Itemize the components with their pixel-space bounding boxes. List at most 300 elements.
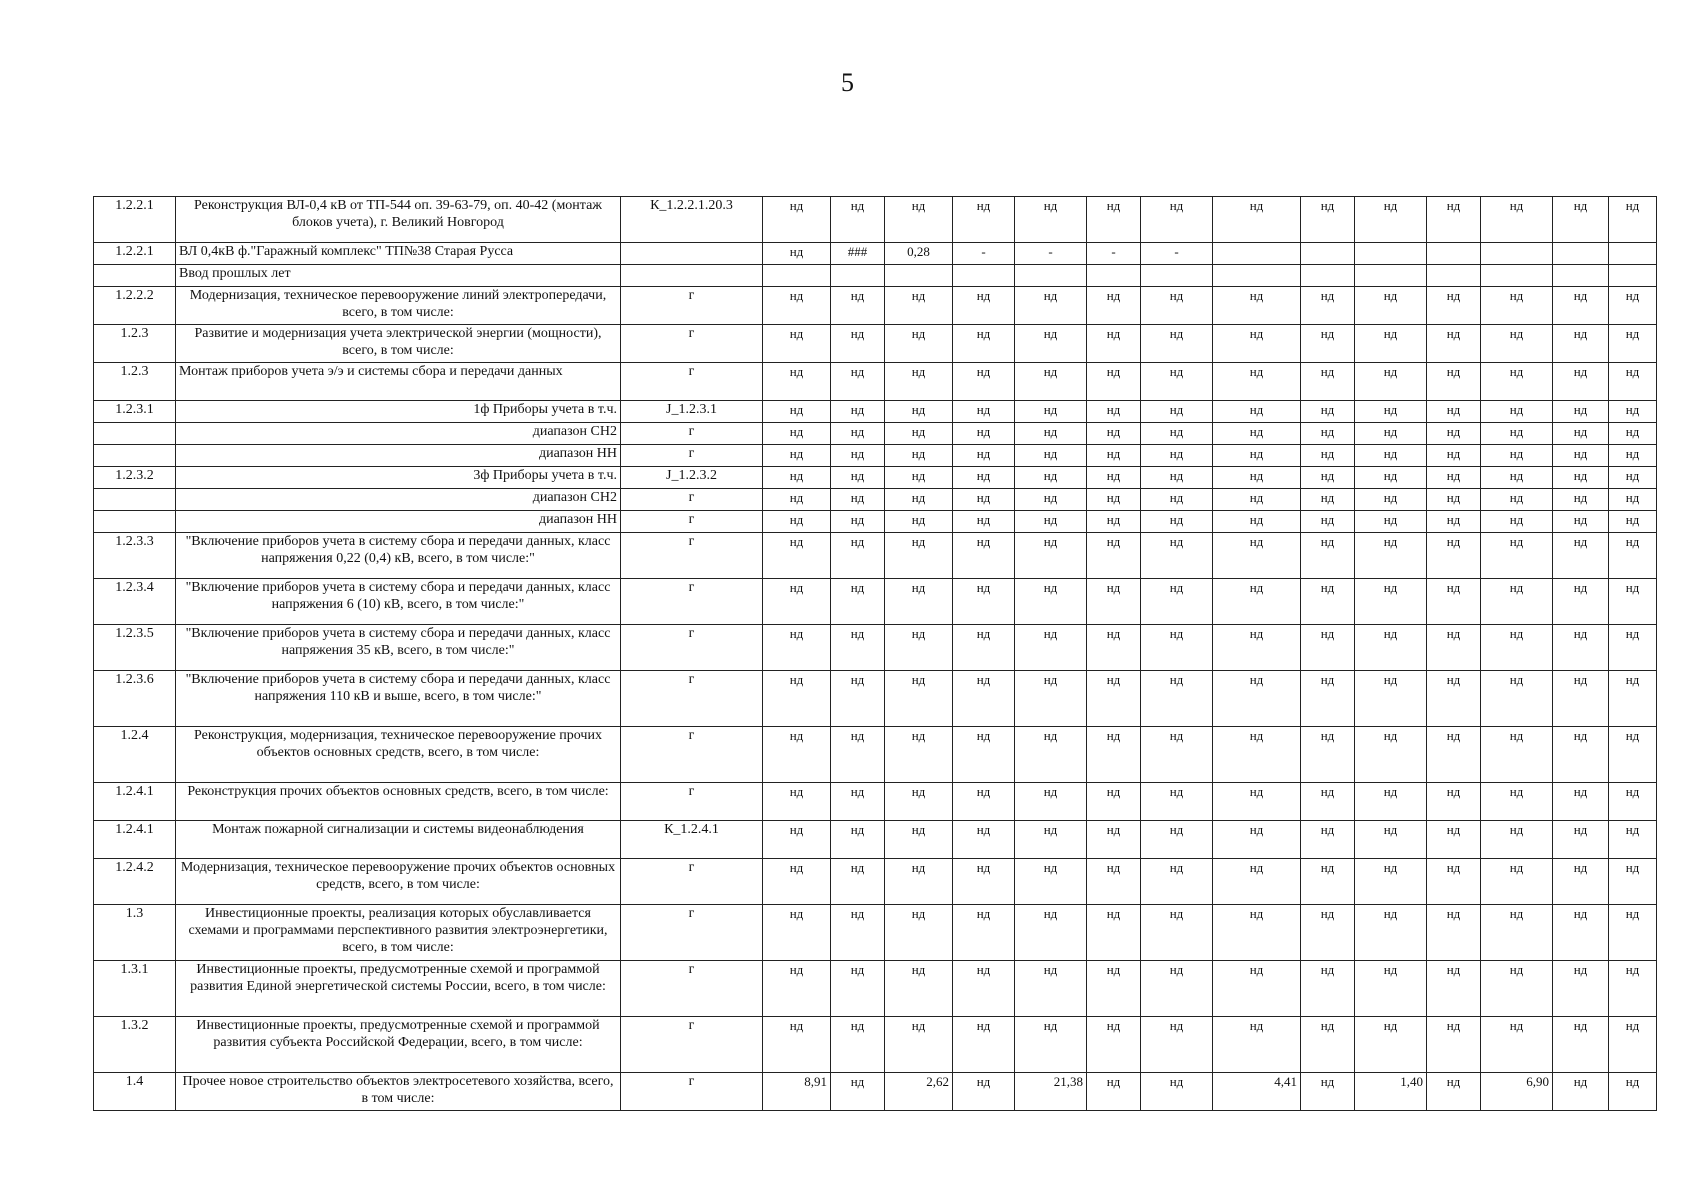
row-number: 1.2.3.1 xyxy=(94,401,176,423)
value-cell xyxy=(763,265,831,287)
row-code: г xyxy=(621,489,763,511)
value-cell: нд xyxy=(763,859,831,905)
value-cell: нд xyxy=(1301,467,1355,489)
value-cell: нд xyxy=(885,445,953,467)
value-cell: нд xyxy=(1609,859,1657,905)
value-cell: нд xyxy=(1355,445,1427,467)
row-name: Развитие и модернизация учета электрической энергии (мощности), всего, в том числе: xyxy=(176,325,621,363)
value-cell: нд xyxy=(1355,423,1427,445)
value-cell: нд xyxy=(953,325,1015,363)
value-cell: нд xyxy=(1087,961,1141,1017)
value-cell: нд xyxy=(1087,905,1141,961)
value-cell: нд xyxy=(763,961,831,1017)
value-cell: нд xyxy=(831,579,885,625)
value-cell: нд xyxy=(1481,625,1553,671)
row-code: J_1.2.3.2 xyxy=(621,467,763,489)
value-cell: нд xyxy=(763,671,831,727)
value-cell: нд xyxy=(1213,579,1301,625)
value-cell: нд xyxy=(1141,727,1213,783)
row-number: 1.2.2.2 xyxy=(94,287,176,325)
value-cell: - xyxy=(953,243,1015,265)
value-cell: нд xyxy=(1301,961,1355,1017)
value-cell: нд xyxy=(1213,783,1301,821)
value-cell: нд xyxy=(1015,467,1087,489)
value-cell: нд xyxy=(1553,783,1609,821)
value-cell: нд xyxy=(763,445,831,467)
row-number: 1.3 xyxy=(94,905,176,961)
value-cell: нд xyxy=(1481,325,1553,363)
value-cell: нд xyxy=(1213,325,1301,363)
value-cell: нд xyxy=(953,1017,1015,1073)
table-row xyxy=(94,197,1657,243)
value-cell: нд xyxy=(1015,579,1087,625)
row-code: К_1.2.4.1 xyxy=(621,821,763,859)
row-name: ВЛ 0,4кВ ф."Гаражный комплекс" ТП№38 Старая Русса xyxy=(176,243,621,265)
value-cell xyxy=(1015,265,1087,287)
value-cell: нд xyxy=(1087,445,1141,467)
value-cell: нд xyxy=(885,363,953,401)
value-cell: нд xyxy=(1087,625,1141,671)
value-cell: нд xyxy=(1481,859,1553,905)
row-number: 1.2.4.1 xyxy=(94,783,176,821)
value-cell: нд xyxy=(1301,197,1355,243)
value-cell: нд xyxy=(1355,905,1427,961)
value-cell: нд xyxy=(1015,287,1087,325)
value-cell: нд xyxy=(1015,727,1087,783)
value-cell: нд xyxy=(1015,625,1087,671)
value-cell: нд xyxy=(1481,197,1553,243)
value-cell: нд xyxy=(1481,533,1553,579)
value-cell xyxy=(1141,265,1213,287)
value-cell: нд xyxy=(1015,511,1087,533)
value-cell: нд xyxy=(1481,467,1553,489)
value-cell: нд xyxy=(1301,325,1355,363)
table-row xyxy=(94,287,1657,325)
row-name: "Включение приборов учета в систему сбора и передачи данных, класс напряжения 6 (10) кВ, всего, в том числе:" xyxy=(176,579,621,625)
value-cell: нд xyxy=(1015,783,1087,821)
value-cell: нд xyxy=(1481,579,1553,625)
value-cell: 1,40 xyxy=(1355,1073,1427,1111)
value-cell: нд xyxy=(1553,1073,1609,1111)
value-cell: нд xyxy=(1609,423,1657,445)
row-name: Монтаж пожарной сигнализации и системы видеонаблюдения xyxy=(176,821,621,859)
row-name: "Включение приборов учета в систему сбора и передачи данных, класс напряжения 0,22 (0,4) кВ, всего, в том числе:" xyxy=(176,533,621,579)
value-cell: нд xyxy=(1301,1073,1355,1111)
value-cell: нд xyxy=(831,905,885,961)
value-cell: нд xyxy=(831,489,885,511)
value-cell: нд xyxy=(1213,197,1301,243)
value-cell: нд xyxy=(1609,1073,1657,1111)
value-cell: нд xyxy=(831,859,885,905)
value-cell: нд xyxy=(1609,445,1657,467)
value-cell: нд xyxy=(1141,859,1213,905)
value-cell xyxy=(1213,265,1301,287)
value-cell xyxy=(1355,265,1427,287)
value-cell: нд xyxy=(831,783,885,821)
value-cell: нд xyxy=(953,727,1015,783)
value-cell: нд xyxy=(1087,859,1141,905)
value-cell: нд xyxy=(885,821,953,859)
value-cell: нд xyxy=(1609,533,1657,579)
value-cell: нд xyxy=(763,821,831,859)
value-cell: нд xyxy=(953,401,1015,423)
value-cell: нд xyxy=(1481,727,1553,783)
value-cell: нд xyxy=(1355,625,1427,671)
row-number: 1.3.2 xyxy=(94,1017,176,1073)
value-cell: нд xyxy=(1015,533,1087,579)
row-code: г xyxy=(621,445,763,467)
table-row xyxy=(94,511,1657,533)
value-cell: нд xyxy=(1609,1017,1657,1073)
page-number: 5 xyxy=(841,68,854,97)
value-cell: нд xyxy=(1087,1017,1141,1073)
value-cell: нд xyxy=(953,533,1015,579)
row-code: г xyxy=(621,511,763,533)
value-cell: нд xyxy=(953,423,1015,445)
value-cell xyxy=(831,265,885,287)
value-cell: нд xyxy=(885,197,953,243)
row-code: г xyxy=(621,625,763,671)
value-cell: нд xyxy=(1015,445,1087,467)
value-cell: нд xyxy=(1553,579,1609,625)
value-cell: нд xyxy=(1427,783,1481,821)
value-cell: нд xyxy=(763,197,831,243)
value-cell: нд xyxy=(953,821,1015,859)
table-row xyxy=(94,445,1657,467)
value-cell: нд xyxy=(953,783,1015,821)
row-name: Инвестиционные проекты, реализация которых обуславливается схемами и программами перспективного развития электроэнергетики, всего, в том числе: xyxy=(176,905,621,961)
value-cell: нд xyxy=(885,325,953,363)
value-cell: нд xyxy=(1427,1017,1481,1073)
value-cell: нд xyxy=(831,671,885,727)
value-cell: нд xyxy=(1213,727,1301,783)
value-cell: нд xyxy=(885,727,953,783)
value-cell: нд xyxy=(885,423,953,445)
value-cell: нд xyxy=(885,467,953,489)
value-cell: нд xyxy=(1141,401,1213,423)
value-cell: нд xyxy=(1141,423,1213,445)
value-cell: нд xyxy=(763,489,831,511)
table-row xyxy=(94,325,1657,363)
value-cell: нд xyxy=(953,467,1015,489)
value-cell: - xyxy=(1141,243,1213,265)
value-cell: - xyxy=(1087,243,1141,265)
value-cell: нд xyxy=(1087,727,1141,783)
value-cell: нд xyxy=(1141,197,1213,243)
row-number: 1.2.3 xyxy=(94,325,176,363)
value-cell: нд xyxy=(953,579,1015,625)
value-cell xyxy=(1609,243,1657,265)
value-cell: нд xyxy=(1427,445,1481,467)
row-code: К_1.2.2.1.20.3 xyxy=(621,197,763,243)
value-cell xyxy=(1301,265,1355,287)
row-number: 1.3.1 xyxy=(94,961,176,1017)
value-cell: нд xyxy=(885,859,953,905)
value-cell: нд xyxy=(1213,1017,1301,1073)
row-code: г xyxy=(621,363,763,401)
value-cell: нд xyxy=(953,489,1015,511)
value-cell: 2,62 xyxy=(885,1073,953,1111)
value-cell: нд xyxy=(1427,325,1481,363)
value-cell xyxy=(1481,243,1553,265)
value-cell: нд xyxy=(831,625,885,671)
value-cell: нд xyxy=(1355,363,1427,401)
value-cell: нд xyxy=(1213,859,1301,905)
value-cell: нд xyxy=(1141,489,1213,511)
row-name: Реконструкция ВЛ-0,4 кВ от ТП-544 оп. 39-63-79, оп. 40-42 (монтаж блоков учета), г. Великий Новгород xyxy=(176,197,621,243)
value-cell: нд xyxy=(1213,671,1301,727)
value-cell: нд xyxy=(1301,533,1355,579)
value-cell: нд xyxy=(763,1017,831,1073)
value-cell: нд xyxy=(953,445,1015,467)
value-cell: нд xyxy=(885,401,953,423)
value-cell: нд xyxy=(1355,821,1427,859)
table-row xyxy=(94,671,1657,727)
value-cell: нд xyxy=(763,401,831,423)
row-code: г xyxy=(621,533,763,579)
table-row xyxy=(94,859,1657,905)
value-cell xyxy=(1553,243,1609,265)
value-cell xyxy=(1355,243,1427,265)
row-name: Ввод прошлых лет xyxy=(176,265,621,287)
value-cell: нд xyxy=(1553,363,1609,401)
value-cell: нд xyxy=(1355,1017,1427,1073)
value-cell: нд xyxy=(1609,401,1657,423)
row-code: г xyxy=(621,1073,763,1111)
value-cell: нд xyxy=(1355,961,1427,1017)
value-cell: нд xyxy=(953,625,1015,671)
table-row xyxy=(94,533,1657,579)
table-row xyxy=(94,579,1657,625)
value-cell: нд xyxy=(1141,287,1213,325)
value-cell: 8,91 xyxy=(763,1073,831,1111)
value-cell: нд xyxy=(1481,287,1553,325)
value-cell: нд xyxy=(1213,401,1301,423)
value-cell: нд xyxy=(1301,859,1355,905)
value-cell: нд xyxy=(1481,423,1553,445)
value-cell: нд xyxy=(831,533,885,579)
value-cell: нд xyxy=(1213,961,1301,1017)
row-number: 1.2.3.2 xyxy=(94,467,176,489)
value-cell: нд xyxy=(1609,197,1657,243)
value-cell xyxy=(1553,265,1609,287)
value-cell: нд xyxy=(1427,423,1481,445)
value-cell: нд xyxy=(1553,859,1609,905)
row-name: Монтаж приборов учета э/э и системы сбора и передачи данных xyxy=(176,363,621,401)
value-cell: нд xyxy=(1015,821,1087,859)
value-cell: нд xyxy=(1355,197,1427,243)
value-cell: нд xyxy=(1213,905,1301,961)
value-cell: нд xyxy=(763,325,831,363)
value-cell: нд xyxy=(1553,625,1609,671)
value-cell: 4,41 xyxy=(1213,1073,1301,1111)
value-cell: нд xyxy=(1609,671,1657,727)
value-cell: нд xyxy=(1427,905,1481,961)
value-cell: нд xyxy=(885,579,953,625)
value-cell: нд xyxy=(1015,489,1087,511)
value-cell: нд xyxy=(885,511,953,533)
row-code: г xyxy=(621,727,763,783)
value-cell: нд xyxy=(1609,727,1657,783)
value-cell: нд xyxy=(763,727,831,783)
value-cell: нд xyxy=(1609,579,1657,625)
row-code: г xyxy=(621,905,763,961)
row-number xyxy=(94,511,176,533)
value-cell: нд xyxy=(831,287,885,325)
value-cell: нд xyxy=(1301,671,1355,727)
table-row xyxy=(94,961,1657,1017)
value-cell xyxy=(1609,265,1657,287)
value-cell: нд xyxy=(885,625,953,671)
value-cell: нд xyxy=(1087,467,1141,489)
value-cell: нд xyxy=(1553,489,1609,511)
table-row xyxy=(94,489,1657,511)
value-cell: нд xyxy=(1609,821,1657,859)
value-cell: нд xyxy=(953,905,1015,961)
value-cell: нд xyxy=(1427,961,1481,1017)
value-cell: нд xyxy=(763,363,831,401)
value-cell: нд xyxy=(1427,401,1481,423)
value-cell: - xyxy=(1015,243,1087,265)
row-number: 1.2.3 xyxy=(94,363,176,401)
row-name: Модернизация, техническое перевооружение линий электропередачи, всего, в том числе: xyxy=(176,287,621,325)
value-cell: нд xyxy=(1553,961,1609,1017)
value-cell: нд xyxy=(763,423,831,445)
row-code: г xyxy=(621,783,763,821)
value-cell: нд xyxy=(1553,325,1609,363)
row-code: J_1.2.3.1 xyxy=(621,401,763,423)
table-row xyxy=(94,467,1657,489)
table-row xyxy=(94,423,1657,445)
value-cell: нд xyxy=(1301,445,1355,467)
value-cell: нд xyxy=(1087,579,1141,625)
row-code: г xyxy=(621,579,763,625)
value-cell: нд xyxy=(1213,625,1301,671)
value-cell: нд xyxy=(885,489,953,511)
value-cell: нд xyxy=(1141,363,1213,401)
value-cell: нд xyxy=(1213,533,1301,579)
value-cell: нд xyxy=(953,671,1015,727)
value-cell: нд xyxy=(1301,489,1355,511)
value-cell: нд xyxy=(763,579,831,625)
value-cell: нд xyxy=(953,197,1015,243)
value-cell: нд xyxy=(885,533,953,579)
value-cell: нд xyxy=(1481,401,1553,423)
value-cell: нд xyxy=(1141,579,1213,625)
value-cell: нд xyxy=(885,905,953,961)
value-cell: нд xyxy=(885,1017,953,1073)
row-name: диапазон НН xyxy=(176,511,621,533)
value-cell xyxy=(1213,243,1301,265)
value-cell: 0,28 xyxy=(885,243,953,265)
row-name: Инвестиционные проекты, предусмотренные схемой и программой развития Единой энергетической системы России, всего, в том числе: xyxy=(176,961,621,1017)
value-cell: нд xyxy=(1609,467,1657,489)
table-row xyxy=(94,363,1657,401)
value-cell: нд xyxy=(1427,489,1481,511)
table-row xyxy=(94,727,1657,783)
value-cell: нд xyxy=(831,821,885,859)
value-cell: нд xyxy=(1087,489,1141,511)
value-cell: нд xyxy=(1355,401,1427,423)
value-cell: нд xyxy=(1609,905,1657,961)
value-cell: нд xyxy=(1213,423,1301,445)
value-cell: нд xyxy=(1553,467,1609,489)
row-number: 1.2.4 xyxy=(94,727,176,783)
value-cell: нд xyxy=(1355,579,1427,625)
value-cell: нд xyxy=(1427,533,1481,579)
row-code: г xyxy=(621,423,763,445)
value-cell: нд xyxy=(1481,489,1553,511)
value-cell: нд xyxy=(831,197,885,243)
value-cell: нд xyxy=(1427,467,1481,489)
value-cell: нд xyxy=(831,363,885,401)
value-cell: нд xyxy=(1087,533,1141,579)
value-cell: нд xyxy=(1355,489,1427,511)
value-cell: нд xyxy=(1015,401,1087,423)
value-cell: нд xyxy=(1087,821,1141,859)
value-cell: нд xyxy=(1141,1017,1213,1073)
row-name: Реконструкция прочих объектов основных средств, всего, в том числе: xyxy=(176,783,621,821)
value-cell: нд xyxy=(885,961,953,1017)
row-code: г xyxy=(621,859,763,905)
value-cell: нд xyxy=(831,467,885,489)
row-name: диапазон СН2 xyxy=(176,423,621,445)
value-cell xyxy=(1087,265,1141,287)
table-row xyxy=(94,821,1657,859)
row-name: диапазон НН xyxy=(176,445,621,467)
value-cell: нд xyxy=(1355,727,1427,783)
row-number: 1.2.4.1 xyxy=(94,821,176,859)
value-cell: нд xyxy=(1553,401,1609,423)
value-cell: нд xyxy=(1087,197,1141,243)
row-code: г xyxy=(621,671,763,727)
value-cell: нд xyxy=(1481,961,1553,1017)
value-cell: нд xyxy=(1301,423,1355,445)
value-cell: нд xyxy=(1553,1017,1609,1073)
value-cell: нд xyxy=(1481,1017,1553,1073)
row-number: 1.4 xyxy=(94,1073,176,1111)
value-cell: нд xyxy=(1553,511,1609,533)
table-row xyxy=(94,783,1657,821)
value-cell: нд xyxy=(1301,625,1355,671)
value-cell: нд xyxy=(1355,859,1427,905)
value-cell xyxy=(953,265,1015,287)
value-cell: нд xyxy=(1609,961,1657,1017)
value-cell: нд xyxy=(1087,423,1141,445)
value-cell: нд xyxy=(1355,671,1427,727)
value-cell: ### xyxy=(831,243,885,265)
row-number: 1.2.3.3 xyxy=(94,533,176,579)
row-number xyxy=(94,445,176,467)
value-cell: нд xyxy=(1213,363,1301,401)
row-code: г xyxy=(621,325,763,363)
value-cell: нд xyxy=(1301,727,1355,783)
value-cell: нд xyxy=(831,727,885,783)
value-cell: нд xyxy=(1301,905,1355,961)
value-cell: нд xyxy=(1427,1073,1481,1111)
value-cell: нд xyxy=(1553,287,1609,325)
value-cell: нд xyxy=(763,243,831,265)
value-cell: нд xyxy=(1481,821,1553,859)
value-cell: нд xyxy=(953,287,1015,325)
value-cell: нд xyxy=(1087,671,1141,727)
table-row xyxy=(94,243,1657,265)
value-cell: нд xyxy=(1301,363,1355,401)
table-row xyxy=(94,905,1657,961)
value-cell: нд xyxy=(1015,363,1087,401)
value-cell xyxy=(1481,265,1553,287)
value-cell: нд xyxy=(885,287,953,325)
